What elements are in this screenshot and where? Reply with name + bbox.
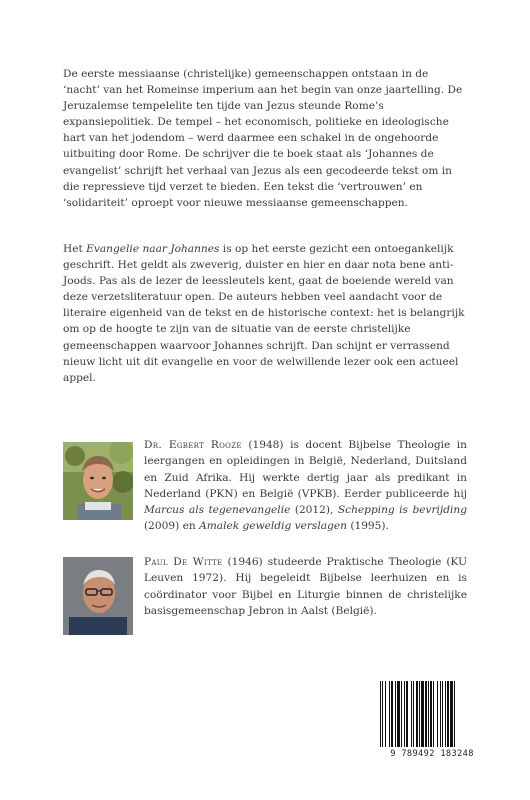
barcode-bar <box>445 681 446 747</box>
barcode-bar <box>413 681 414 747</box>
barcode-bar <box>395 681 396 747</box>
barcode-bar <box>421 681 424 747</box>
author-photo-paul-de-witte <box>63 557 133 635</box>
author-name: Paul De Witte <box>144 556 223 568</box>
barcode-bar <box>437 681 438 747</box>
p2-rest: is op het eerste gezicht een ontoegankelijk geschrift. Het geldt als zweverig, duister en hier en daar nota bene anti-Joods. Pas als de lezer de leessleutels kent, gaat de boeiende wereld van deze verzetsliteratuur open. De auteurs hebben veel aandacht voor de literaire eigenheid van de tekst en de historische context: het is belangrijk om op de hoogte te zijn van de situatie van de eerste christelijke gemeenschappen waarvoor Johannes schrijft. Dan schijnt er verrassend nieuw licht uit dit evangelie en voor de welwillende lezer ook een actueel appel. <box>63 243 465 384</box>
intro-paragraph-1: De eerste messiaanse (christelijke) gemeenschappen ontstaan in de ‘nacht’ van het Romeinse imperium aan het begin van onze jaartelling. De Jeruzalemse tempelelite ten tijde van Jezus steunde Rome’s expansiepolitiek. De tempel – het economisch, politieke en ideologische hart van het jodendom – werd daarmee een schakel in de ongehoorde uitbuiting door Rome. De schrijver die te boek staat als ‘Johannes de evangelist’ schrijft het verhaal van Jezus als een gecodeerde tekst om in die repressieve tijd verzet te bieden. Een tekst die ‘vertrouwen’ en ‘solidariteit’ oproept voor nieuwe messiaanse gemeenschappen. <box>63 68 463 209</box>
barcode-bar <box>404 681 405 747</box>
barcode-bar <box>406 681 408 747</box>
barcode-bar <box>425 681 427 747</box>
bio-text: (1946) studeerde Praktische Theologie (KU Leuven 1972). Hij begeleidt Bijbelse leerhuizen en is coördinator voor Bijbel en Liturgie binnen de christelijke basisgemeenschap Jebron in Aalst (België). <box>144 556 468 617</box>
barcode-bar <box>389 681 390 747</box>
barcode-bar <box>397 681 400 747</box>
barcode-bar <box>430 681 432 747</box>
barcode-bar <box>419 681 420 747</box>
author-bio-2 <box>144 554 467 619</box>
barcode-bar <box>380 681 381 747</box>
intro-paragraph-2 <box>63 241 467 386</box>
barcode-bar <box>442 681 443 747</box>
barcode-bar <box>428 681 429 747</box>
bio-text: (1995). <box>346 520 389 533</box>
barcode-bar <box>401 681 402 747</box>
barcode-bar <box>450 681 453 747</box>
bio-text: (2009) en <box>144 520 200 533</box>
barcode-bar <box>411 681 412 747</box>
isbn-barcode <box>378 681 484 758</box>
author-bio-1 <box>144 437 467 535</box>
bio-text: (1948) is docent Bijbelse Theologie in leergangen en opleidingen in België, Nederland, Duitsland en Zuid Afrika. Hij werkte dertig jaar als predikant in Nederland (PKN) en België (VPKB). Eerder publiceerde hij <box>144 439 467 500</box>
p2-start: Het <box>63 243 87 255</box>
barcode-bar <box>391 681 393 747</box>
barcode-bar <box>447 681 449 747</box>
barcode-bar <box>382 681 383 747</box>
barcode-bars <box>378 681 484 749</box>
bio-text: (2012), <box>290 504 338 517</box>
author-photo-egbert-rooze <box>63 442 133 520</box>
barcode-bar <box>385 681 386 747</box>
barcode-bar <box>454 681 455 747</box>
isbn-number: 9 789492 183248 <box>390 749 474 759</box>
book-title: Evangelie naar Johannes <box>86 243 220 255</box>
book-title: Marcus als tegenevangelie <box>144 504 291 517</box>
author-name: Dr. Egbert Rooze <box>144 439 242 451</box>
barcode-bar <box>440 681 441 747</box>
barcode-bar <box>416 681 418 747</box>
book-title: Amalek geweldig verslagen <box>199 520 347 533</box>
book-title: Schepping is bevrijding <box>337 504 467 517</box>
barcode-bar <box>433 681 434 747</box>
